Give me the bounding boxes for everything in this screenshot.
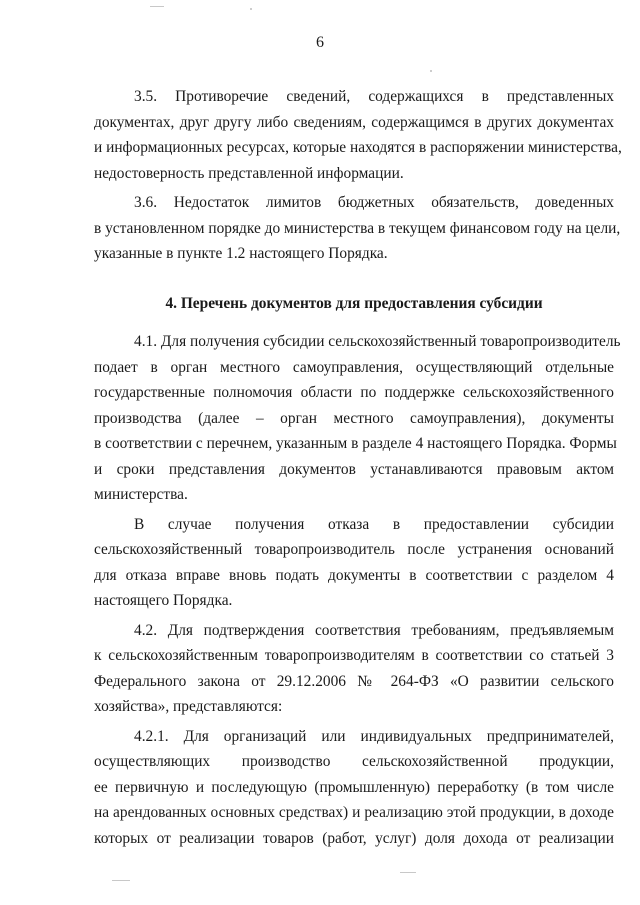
- text-line: недостоверность представленной информации.: [94, 164, 404, 182]
- text-line: и сроки представления документов устанавливаются правовым актом: [94, 460, 614, 478]
- text-line: Федерального закона от 29.12.2006 № 264-ФЗ «О развитии сельского: [94, 672, 614, 690]
- text-line: 3.6. Недостаток лимитов бюджетных обязательств, доведенных: [134, 194, 614, 211]
- text-line: к сельскохозяйственным товаропроизводителям в соответствии со статьей 3: [94, 647, 614, 664]
- text-line: 3.5. Противоречие сведений, содержащихся в представленных: [134, 88, 614, 105]
- paragraph-4-1-refusal: [94, 512, 614, 614]
- text-line: производства (далее – орган местного самоуправления), документы: [94, 409, 614, 427]
- paragraph-3-5: [94, 84, 622, 186]
- paragraph-4-1: [94, 329, 621, 508]
- text-line: в соответствии с перечнем, указанным в разделе 4 настоящего Порядка. Формы: [94, 435, 617, 452]
- scan-artifact: [250, 8, 252, 10]
- paragraph-4-2: [94, 618, 614, 720]
- text-line: на арендованных основных средствах) и реализацию этой продукции, в доходе: [94, 804, 614, 821]
- text-line: 4.2.1. Для организаций или индивидуальных предпринимателей,: [134, 727, 614, 745]
- text-line: в установленном порядке до министерства в текущем финансовом году на цели,: [94, 219, 621, 237]
- text-line: ее первичную и последующую (промышленную) переработку (в том числе: [94, 778, 614, 796]
- scan-artifact: [150, 6, 164, 7]
- text-line: указанные в пункте 1.2 настоящего Порядка.: [94, 245, 388, 262]
- text-line: осуществляющих производство сельскохозяйственной продукции,: [94, 753, 614, 770]
- text-line: документах, друг другу либо сведениям, содержащимся в других документах: [94, 113, 614, 131]
- scan-artifact: [112, 880, 130, 881]
- text-line: В случае получения отказа в предоставлении субсидии: [134, 515, 614, 533]
- text-line: министерства.: [94, 486, 188, 503]
- text-line: 4.2. Для подтверждения соответствия требованиям, предъявляемым: [134, 621, 614, 639]
- text-line: государственные полномочия области по поддержке сельскохозяйственного: [94, 384, 614, 401]
- document-body: [94, 84, 622, 851]
- paragraph-4-2-1: [94, 724, 614, 852]
- text-line: хозяйства», представляются:: [94, 698, 283, 715]
- section-heading: 4. Перечень документов для предоставления субсидии: [165, 294, 543, 312]
- text-line: настоящего Порядка.: [94, 592, 233, 609]
- scan-artifact: [430, 70, 432, 72]
- text-line: подает в орган местного самоуправления, осуществляющий отдельные: [94, 358, 614, 376]
- text-line: и информационных ресурсах, которые находятся в распоряжении министерства,: [94, 139, 622, 156]
- text-line: для отказа вправе вновь подать документы в соответствии с разделом 4: [94, 566, 614, 584]
- text-line: 4.1. Для получения субсидии сельскохозяйственный товаропроизводитель: [134, 333, 621, 350]
- page-number: 6: [316, 34, 324, 51]
- text-line: которых от реализации товаров (работ, услуг) доля дохода от реализации: [94, 829, 614, 847]
- text-line: сельскохозяйственный товаропроизводитель после устранения оснований: [94, 541, 614, 558]
- scan-artifact: [400, 872, 416, 873]
- paragraph-3-6: [94, 190, 621, 267]
